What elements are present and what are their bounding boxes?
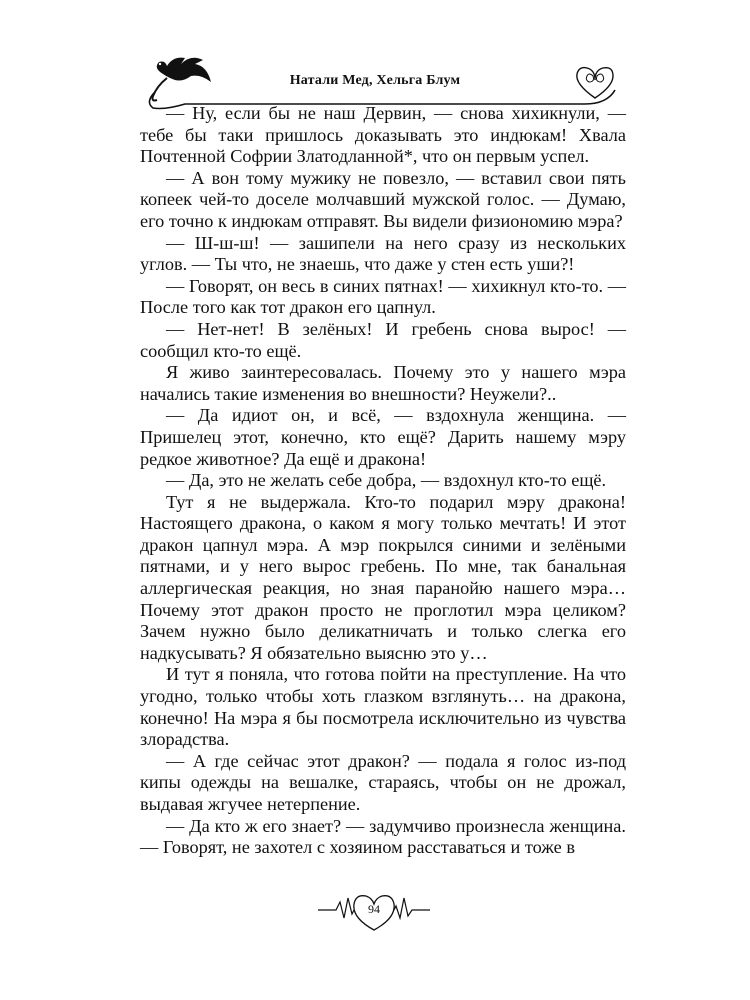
paragraph: — Да, это не желать себе добра, — вздохнул кто-то ещё. (166, 470, 607, 491)
paragraph: — Ну, если бы не наш Дервин, — снова хихикнули, — тебе бы таки пришлось доказывать это индюкам! Хвала Почтенной Софрии Златодланной*, что он первым успел. (140, 103, 626, 167)
paragraph: Я живо заинтересовалась. Почему это у нашего мэра начались такие изменения во внешности? Неужели?.. (140, 362, 626, 404)
paragraph: — Ш-ш-ш! — зашипели на него сразу из нескольких углов. — Ты что, не знаешь, что даже у стен есть уши?! (140, 232, 626, 275)
body-text (140, 103, 626, 859)
page-footer (318, 880, 430, 940)
paragraph: — Говорят, он весь в синих пятнах! — хихикнул кто-то. — После того как тот дракон его цапнул. (140, 275, 626, 318)
paragraph: — А вон тому мужику не повезло, — вставил свои пять копеек чей-то доселе молчавший мужской голос. — Думаю, его точно к индюкам отправят. Вы видели физиономию мэра? (140, 167, 626, 231)
paragraph: — А где сейчас этот дракон? — подала я голос из-под кипы одежды на вешалке, стараясь, чтобы он не дрожал, выдавая жгучее нетерпение. (140, 750, 626, 814)
paragraph: — Нет-нет! В зелёных! И гребень снова вырос! — сообщил кто-то ещё. (140, 318, 626, 361)
paragraph: Тут я не выдержала. Кто-то подарил мэру дракона! Настоящего дракона, о каком я могу только мечтать! И этот дракон цапнул мэра. А мэр покрылся синими и зелёными пятнами, и у него вырос гребень. По мне, так банальная аллергическая реакция, но зная паранойю нашего мэра… Почему этот дракон просто не проглотил мэра целиком? Зачем нужно было деликатничать и только слегка его надкусывать? Я обязательно выясню это у… (140, 491, 626, 663)
paragraph: — Да кто ж его знает? — задумчиво произнесла женщина. — Говорят, не захотел с хозяином расставаться и тоже в (140, 815, 626, 858)
paragraph: И тут я поняла, что готова пойти на преступление. На что угодно, только чтобы хоть глазком взглянуть… на дракона, конечно! На мэра я бы посмотрела исключительно из чувства злорадства. (140, 664, 626, 750)
header-title: Натали Мед, Хельга Блум (289, 73, 461, 88)
page-number: 94 (368, 902, 380, 916)
heart-swirl-icon (565, 62, 625, 102)
paragraph: — Да идиот он, и всё, — вздохнула женщина. — Пришелец этот, конечно, кто ещё? Дарить нашему мэру редкое животное? Да ещё и дракона! (140, 405, 626, 469)
